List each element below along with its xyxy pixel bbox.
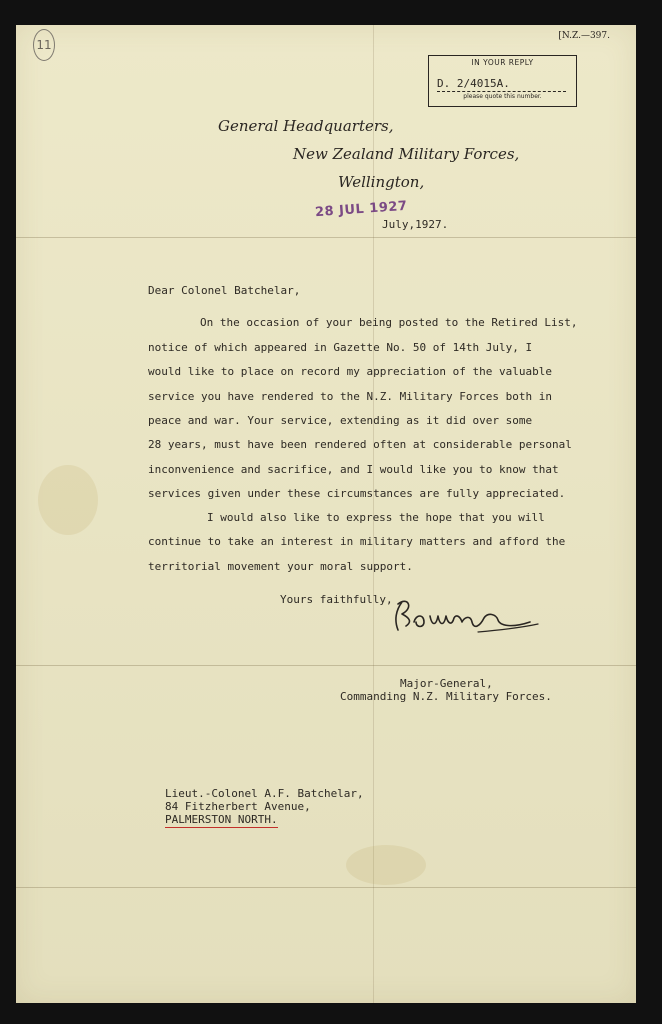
paragraph-line: peace and war. Your service, extending as it did over some <box>148 414 533 427</box>
reply-box-note: please quote this number. <box>463 93 542 100</box>
paragraph-line: On the occasion of your being posted to the Retired List, <box>200 316 578 329</box>
reply-box-title: IN YOUR REPLY <box>471 58 534 67</box>
fold-crease <box>16 887 636 888</box>
handwritten-signature <box>380 592 550 640</box>
address-line-street: 84 Fitzherbert Avenue, <box>165 800 311 813</box>
paragraph-line: notice of which appeared in Gazette No. 50 of 14th July, I <box>148 341 533 354</box>
paragraph-line: would like to place on record my appreciation of the valuable <box>148 365 552 378</box>
address-line-town <box>165 813 278 826</box>
reference-underline <box>437 91 566 92</box>
letterhead-line-1: General Headquarters, <box>218 117 394 135</box>
signatory-rank: Major-General, <box>400 677 493 690</box>
address-town-text: PALMERSTON NORTH. <box>165 813 278 826</box>
paragraph-line: territorial movement your moral support. <box>148 560 413 573</box>
fold-crease <box>16 665 636 666</box>
form-number: [N.Z.—397. <box>558 31 610 41</box>
fold-crease <box>16 237 636 238</box>
paragraph-line: continue to take an interest in military matters and afford the <box>148 535 566 548</box>
salutation: Dear Colonel Batchelar, <box>148 284 301 297</box>
paper-stain <box>346 845 426 885</box>
address-line-name: Lieut.-Colonel A.F. Batchelar, <box>165 787 364 800</box>
paper-stain <box>38 465 98 535</box>
received-date-stamp: 28 JUL 1927 <box>314 198 408 221</box>
reference-number: D. 2/4015A. <box>437 77 510 90</box>
paragraph-line: service you have rendered to the N.Z. Military Forces both in <box>148 390 552 403</box>
paragraph-line: I would also like to express the hope that you will <box>207 511 545 524</box>
paragraph-line: services given under these circumstances are fully appreciated. <box>148 487 566 500</box>
letterhead-line-2: New Zealand Military Forces, <box>293 145 520 163</box>
reply-reference-box <box>428 55 577 107</box>
paragraph-line: 28 years, must have been rendered often at considerable personal <box>148 438 572 451</box>
signatory-title: Commanding N.Z. Military Forces. <box>340 690 552 703</box>
closing: Yours faithfully, <box>280 593 393 606</box>
letterhead-line-3: Wellington, <box>338 173 425 191</box>
pencil-folio-mark: 11 <box>33 29 55 61</box>
paragraph-line: inconvenience and sacrifice, and I would like you to know that <box>148 463 559 476</box>
letter-date: July,1927. <box>382 218 449 231</box>
